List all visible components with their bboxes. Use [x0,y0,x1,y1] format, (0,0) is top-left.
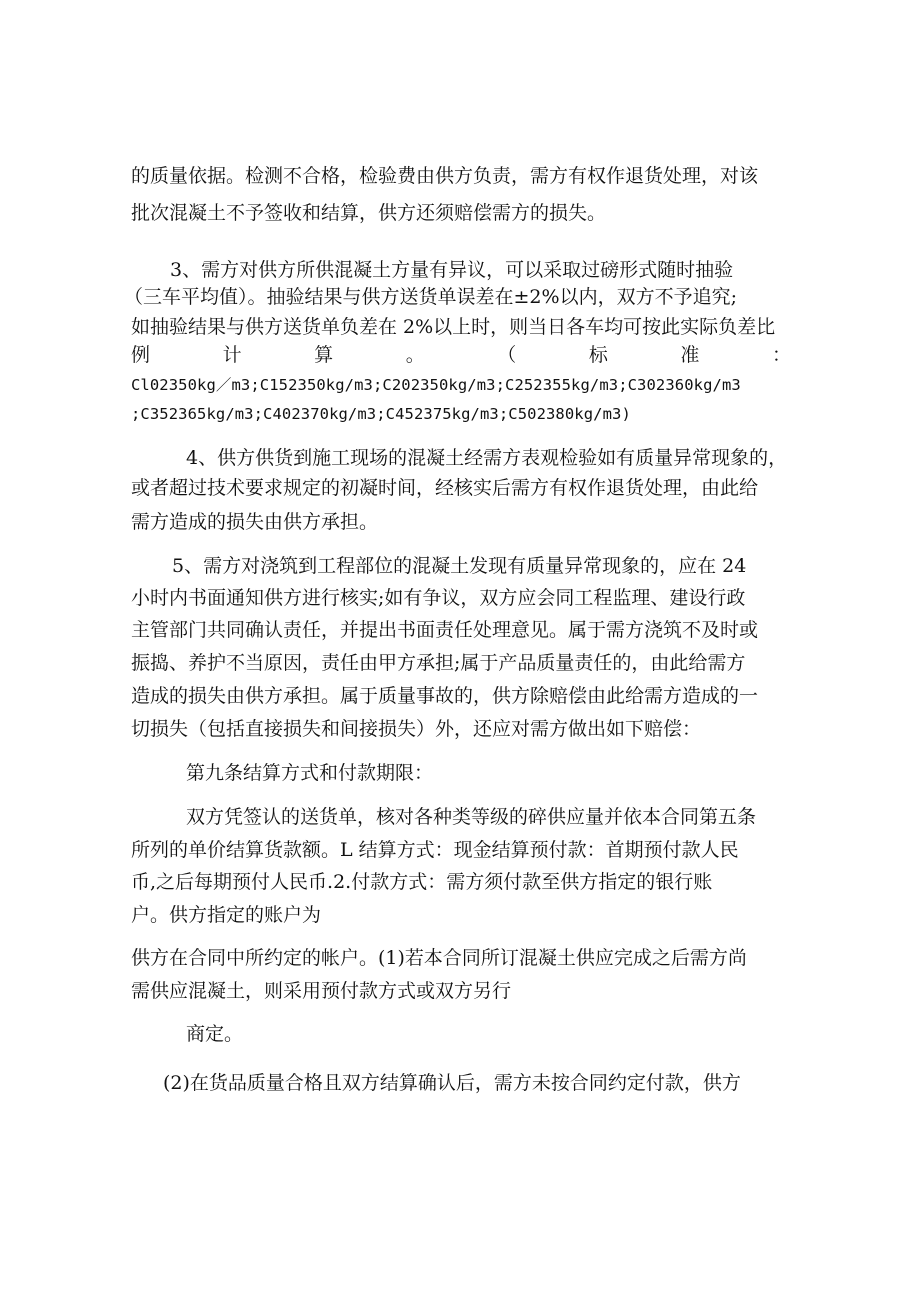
account-line-1: 供方在合同中所约定的帐户。(1)若本合同所订混凝土供应完成之后需方尚 [131,947,747,969]
clause-5-line-3: 主管部门共同确认责任，并提出书面责任处理意见。属于需方浇筑不及时或 [131,619,759,641]
spread-char-6: 标 [588,344,608,366]
settlement-line-4: 户。供方指定的账户为 [131,904,322,926]
account-line-2: 需供应混凝土，则采用预付款方式或双方另行 [131,980,512,1002]
spread-char-8: ： [771,344,791,366]
clause-5-line-1: 5、需方对浇筑到工程部位的混凝土发现有质量异常现象的，应在 24 [172,555,747,577]
clause-5-line-5: 造成的损失由供方承担。属于质量事故的，供方除赔偿由此给需方造成的一 [131,685,759,707]
negotiate-line: 商定。 [186,1023,244,1045]
settlement-line-1: 双方凭签认的送货单，核对各种类等级的碎供应量并依本合同第五条 [186,806,757,828]
settlement-line-3: 币,之后每期预付人民币.2.付款方式：需方须付款至供方指定的银行账 [131,871,713,893]
concrete-grade-list-line-2: ;C352365kg/m3;C402370kg/m3;C452375kg/m3;C502380kg/m3) [131,405,631,423]
clause-3-line-1: 3、需方对供方所供混凝土方量有异议，可以采取过磅形式随时抽验 [170,259,734,281]
clause-5-line-6: 切损失（包括直接损失和间接损失）外，还应对需方做出如下赔偿： [131,718,702,740]
paragraph-1-line-1: 的质量依据。检测不合格，检验费由供方负责，需方有权作退货处理，对该 [131,165,759,187]
article-9-heading: 第九条结算方式和付款期限： [186,762,434,784]
spread-char-7: 准 [680,344,700,366]
clause-3-line-4 [131,342,791,368]
concrete-grade-list-line-1: Cl02350kg／m3;C152350kg/m3;C202350kg/m3;C252355kg/m3;C302360kg/m3 [131,376,741,394]
clause-5-line-2: 小时内书面通知供方进行核实;如有争议，双方应会同工程监理、建设行政 [131,587,746,609]
clause-3-line-2: （三车平均值）。抽验结果与供方送货单误差在±2%以内，双方不予追究; [124,286,737,308]
spread-char-4: 。 [405,344,425,366]
payment-default-line-1: (2)在货品质量合格且双方结算确认后，需方未按合同约定付款，供方 [163,1072,741,1094]
clause-3-line-3: 如抽验结果与供方送货单负差在 2%以上时，则当日各车均可按此实际负差比 [131,316,776,338]
paragraph-1-line-2: 批次混凝土不予签收和结算，供方还须赔偿需方的损失。 [131,202,607,224]
spread-char-3: 算 [314,344,334,366]
settlement-line-2: 所列的单价结算货款额。L 结算方式：现金结算预付款：首期预付款人民 [131,839,739,861]
clause-5-line-4: 振捣、养护不当原因，责任由甲方承担;属于产品质量责任的，由此给需方 [131,652,746,674]
clause-4-line-2: 或者超过技术要求规定的初凝时间，经核实后需方有权作退货处理，由此给 [131,477,759,499]
clause-4-line-3: 需方造成的损失由供方承担。 [131,511,379,533]
spread-char-2: 计 [222,344,242,366]
spread-char-1: 例 [131,344,151,366]
clause-4-line-1: 4、供方供货到施工现场的混凝土经需方表观检验如有质量异常现象的， [186,447,788,469]
spread-char-5: （ [497,344,517,366]
